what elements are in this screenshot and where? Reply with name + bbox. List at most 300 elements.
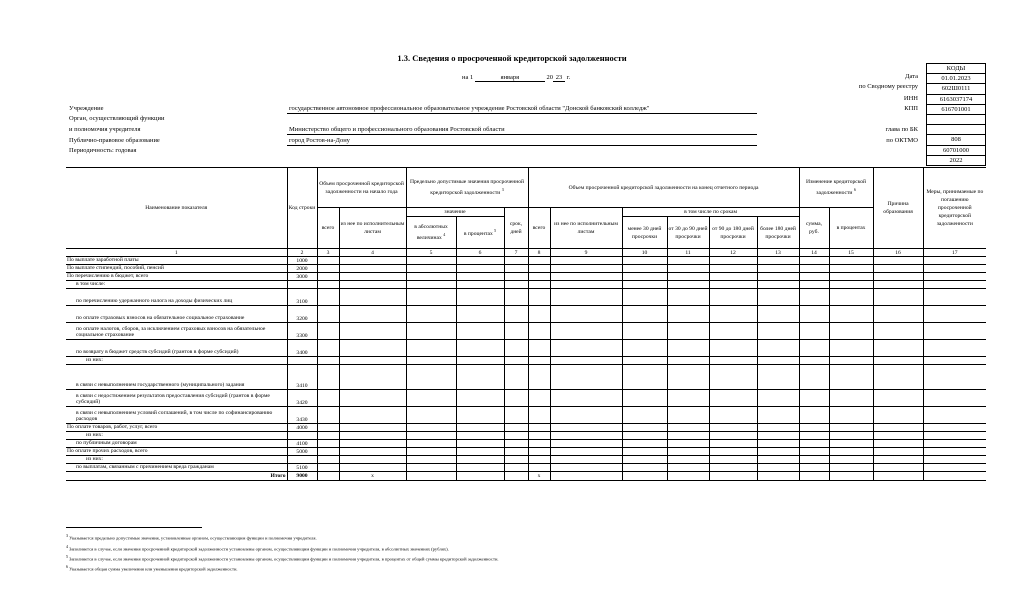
data-cell[interactable] — [873, 273, 923, 281]
data-cell[interactable] — [406, 448, 456, 456]
data-cell[interactable] — [528, 289, 550, 306]
data-cell[interactable] — [317, 456, 339, 464]
data-cell[interactable] — [550, 265, 622, 273]
data-cell[interactable] — [456, 448, 504, 456]
data-cell[interactable] — [550, 306, 622, 323]
data-cell[interactable] — [667, 265, 709, 273]
data-cell[interactable] — [873, 365, 923, 390]
data-cell[interactable] — [757, 390, 799, 407]
data-cell[interactable] — [873, 306, 923, 323]
data-cell[interactable] — [709, 456, 757, 464]
data-cell[interactable] — [339, 289, 406, 306]
data-cell[interactable] — [829, 448, 873, 456]
data-cell[interactable] — [622, 306, 667, 323]
data-cell[interactable] — [709, 390, 757, 407]
data-cell[interactable] — [757, 357, 799, 365]
data-cell[interactable] — [709, 265, 757, 273]
data-cell[interactable] — [317, 448, 339, 456]
data-cell[interactable] — [923, 448, 986, 456]
data-cell[interactable] — [667, 456, 709, 464]
data-cell[interactable] — [829, 432, 873, 440]
data-cell[interactable] — [829, 440, 873, 448]
data-cell[interactable] — [757, 281, 799, 289]
data-cell[interactable] — [622, 407, 667, 424]
data-cell[interactable] — [550, 424, 622, 432]
data-cell[interactable] — [622, 273, 667, 281]
data-cell[interactable] — [923, 424, 986, 432]
data-cell[interactable] — [757, 440, 799, 448]
data-cell[interactable] — [709, 323, 757, 340]
data-cell[interactable] — [829, 390, 873, 407]
total-cell[interactable]: x — [339, 472, 406, 481]
data-cell[interactable] — [873, 289, 923, 306]
data-cell[interactable] — [709, 289, 757, 306]
data-cell[interactable] — [799, 257, 829, 265]
data-cell[interactable] — [829, 365, 873, 390]
data-cell[interactable] — [317, 357, 339, 365]
data-cell[interactable] — [757, 323, 799, 340]
data-cell[interactable] — [406, 323, 456, 340]
total-cell[interactable] — [799, 472, 829, 481]
data-cell[interactable] — [456, 257, 504, 265]
data-cell[interactable] — [528, 456, 550, 464]
data-cell[interactable] — [339, 257, 406, 265]
data-cell[interactable] — [456, 365, 504, 390]
total-cell[interactable] — [622, 472, 667, 481]
data-cell[interactable] — [709, 365, 757, 390]
data-cell[interactable] — [528, 273, 550, 281]
data-cell[interactable] — [406, 273, 456, 281]
data-cell[interactable] — [339, 448, 406, 456]
data-cell[interactable] — [406, 464, 456, 472]
data-cell[interactable] — [622, 323, 667, 340]
data-cell[interactable] — [667, 464, 709, 472]
data-cell[interactable] — [504, 257, 528, 265]
data-cell[interactable] — [757, 340, 799, 357]
data-cell[interactable] — [757, 424, 799, 432]
data-cell[interactable] — [829, 257, 873, 265]
data-cell[interactable] — [923, 289, 986, 306]
data-cell[interactable] — [709, 448, 757, 456]
data-cell[interactable] — [317, 340, 339, 357]
data-cell[interactable] — [757, 289, 799, 306]
data-cell[interactable] — [799, 289, 829, 306]
data-cell[interactable] — [504, 289, 528, 306]
data-cell[interactable] — [622, 281, 667, 289]
data-cell[interactable] — [757, 456, 799, 464]
data-cell[interactable] — [667, 424, 709, 432]
data-cell[interactable] — [757, 448, 799, 456]
total-cell[interactable] — [667, 472, 709, 481]
total-row — [66, 472, 986, 481]
data-cell[interactable] — [757, 407, 799, 424]
data-cell[interactable] — [317, 464, 339, 472]
data-cell[interactable] — [709, 257, 757, 265]
data-cell[interactable] — [873, 257, 923, 265]
data-cell[interactable] — [709, 432, 757, 440]
data-cell[interactable] — [923, 432, 986, 440]
data-cell[interactable] — [339, 306, 406, 323]
data-cell[interactable] — [528, 257, 550, 265]
total-cell[interactable] — [757, 472, 799, 481]
data-cell[interactable] — [406, 306, 456, 323]
data-cell[interactable] — [504, 323, 528, 340]
data-cell[interactable] — [317, 257, 339, 265]
total-cell[interactable] — [829, 472, 873, 481]
data-cell[interactable] — [873, 440, 923, 448]
data-cell[interactable] — [709, 407, 757, 424]
data-cell[interactable] — [799, 323, 829, 340]
data-cell[interactable] — [528, 448, 550, 456]
data-cell[interactable] — [550, 440, 622, 448]
data-cell[interactable] — [339, 440, 406, 448]
data-cell[interactable] — [406, 407, 456, 424]
data-cell[interactable] — [550, 289, 622, 306]
data-cell[interactable] — [406, 257, 456, 265]
data-cell[interactable] — [317, 323, 339, 340]
data-cell[interactable] — [873, 464, 923, 472]
data-cell[interactable] — [622, 456, 667, 464]
data-cell[interactable] — [504, 281, 528, 289]
data-cell[interactable] — [456, 357, 504, 365]
data-cell[interactable] — [709, 281, 757, 289]
data-cell[interactable] — [504, 306, 528, 323]
data-cell[interactable] — [339, 365, 406, 390]
data-cell[interactable] — [829, 273, 873, 281]
data-cell[interactable] — [799, 390, 829, 407]
data-cell[interactable] — [550, 365, 622, 390]
data-cell[interactable] — [923, 273, 986, 281]
data-cell[interactable] — [504, 265, 528, 273]
data-cell[interactable] — [873, 448, 923, 456]
data-cell[interactable] — [829, 265, 873, 273]
data-cell[interactable] — [799, 365, 829, 390]
data-cell[interactable] — [528, 281, 550, 289]
total-cell[interactable] — [550, 472, 622, 481]
data-cell[interactable] — [622, 257, 667, 265]
data-cell[interactable] — [550, 357, 622, 365]
data-cell[interactable] — [667, 440, 709, 448]
data-cell[interactable] — [799, 306, 829, 323]
data-cell[interactable] — [550, 448, 622, 456]
data-cell[interactable] — [528, 440, 550, 448]
data-cell[interactable] — [799, 265, 829, 273]
data-cell[interactable] — [550, 432, 622, 440]
data-cell[interactable] — [406, 440, 456, 448]
data-cell[interactable] — [923, 265, 986, 273]
data-cell[interactable] — [528, 357, 550, 365]
data-cell[interactable] — [923, 464, 986, 472]
data-cell[interactable] — [829, 340, 873, 357]
total-cell[interactable] — [873, 472, 923, 481]
data-cell[interactable] — [667, 365, 709, 390]
data-cell[interactable] — [829, 456, 873, 464]
data-cell[interactable] — [504, 365, 528, 390]
data-cell[interactable] — [406, 281, 456, 289]
total-cell[interactable]: x — [528, 472, 550, 481]
data-cell[interactable] — [406, 424, 456, 432]
data-cell[interactable] — [406, 265, 456, 273]
data-cell[interactable] — [504, 340, 528, 357]
data-cell[interactable] — [339, 323, 406, 340]
data-cell[interactable] — [456, 265, 504, 273]
data-cell[interactable] — [667, 273, 709, 281]
data-cell[interactable] — [799, 440, 829, 448]
data-cell[interactable] — [829, 306, 873, 323]
data-cell[interactable] — [799, 273, 829, 281]
data-cell[interactable] — [757, 432, 799, 440]
data-cell[interactable] — [709, 357, 757, 365]
data-cell[interactable] — [667, 289, 709, 306]
data-cell[interactable] — [456, 464, 504, 472]
data-cell[interactable] — [709, 464, 757, 472]
data-cell[interactable] — [504, 456, 528, 464]
data-cell[interactable] — [923, 456, 986, 464]
data-cell[interactable] — [550, 390, 622, 407]
data-cell[interactable] — [504, 424, 528, 432]
data-cell[interactable] — [528, 432, 550, 440]
data-cell[interactable] — [406, 357, 456, 365]
data-cell[interactable] — [317, 273, 339, 281]
data-cell[interactable] — [504, 440, 528, 448]
data-cell[interactable] — [667, 432, 709, 440]
data-cell[interactable] — [317, 306, 339, 323]
data-cell[interactable] — [317, 390, 339, 407]
data-cell[interactable] — [550, 323, 622, 340]
data-cell[interactable] — [923, 407, 986, 424]
data-cell[interactable] — [456, 456, 504, 464]
data-cell[interactable] — [528, 306, 550, 323]
data-cell[interactable] — [456, 440, 504, 448]
data-cell[interactable] — [923, 357, 986, 365]
data-cell[interactable] — [504, 407, 528, 424]
data-cell[interactable] — [923, 365, 986, 390]
data-cell[interactable] — [667, 281, 709, 289]
data-cell[interactable] — [709, 306, 757, 323]
data-cell[interactable] — [528, 407, 550, 424]
data-cell[interactable] — [799, 456, 829, 464]
data-cell[interactable] — [317, 440, 339, 448]
data-cell[interactable] — [923, 340, 986, 357]
data-cell[interactable] — [667, 448, 709, 456]
data-cell[interactable] — [406, 456, 456, 464]
data-cell[interactable] — [456, 273, 504, 281]
data-cell[interactable] — [622, 365, 667, 390]
data-cell[interactable] — [829, 407, 873, 424]
data-cell[interactable] — [504, 432, 528, 440]
data-cell[interactable] — [709, 273, 757, 281]
data-cell[interactable] — [622, 390, 667, 407]
data-cell[interactable] — [622, 432, 667, 440]
data-cell[interactable] — [622, 424, 667, 432]
data-cell[interactable] — [873, 407, 923, 424]
data-cell[interactable] — [757, 265, 799, 273]
data-cell[interactable] — [317, 265, 339, 273]
data-cell[interactable] — [504, 448, 528, 456]
total-cell[interactable] — [709, 472, 757, 481]
data-cell[interactable] — [622, 340, 667, 357]
data-cell[interactable] — [799, 281, 829, 289]
header-t3: от 90 до 180 дней просрочки — [709, 217, 757, 249]
data-cell[interactable] — [799, 448, 829, 456]
data-cell[interactable] — [456, 323, 504, 340]
data-cell[interactable] — [504, 464, 528, 472]
data-cell[interactable] — [829, 323, 873, 340]
data-cell[interactable] — [757, 365, 799, 390]
label-oktmo: по ОКТМО — [886, 137, 918, 144]
data-cell[interactable] — [667, 357, 709, 365]
data-cell[interactable] — [923, 281, 986, 289]
data-cell[interactable] — [528, 323, 550, 340]
data-cell[interactable] — [757, 273, 799, 281]
data-cell[interactable] — [667, 390, 709, 407]
row-name: в связи с невыполнением условий соглашений, в том числе по софинансированию расходов — [66, 407, 287, 424]
data-cell[interactable] — [339, 273, 406, 281]
data-cell[interactable] — [456, 432, 504, 440]
data-cell[interactable] — [406, 390, 456, 407]
data-cell[interactable] — [923, 323, 986, 340]
data-cell[interactable] — [622, 464, 667, 472]
data-cell[interactable] — [550, 464, 622, 472]
data-cell[interactable] — [709, 424, 757, 432]
data-cell[interactable] — [317, 281, 339, 289]
data-cell[interactable] — [622, 448, 667, 456]
data-cell[interactable] — [829, 289, 873, 306]
table-row — [66, 340, 986, 357]
total-cell[interactable] — [504, 472, 528, 481]
data-cell[interactable] — [709, 440, 757, 448]
footnote-text: Указывается общая сумма увеличения или уменьшения кредиторской задолженности. — [69, 566, 238, 572]
data-cell[interactable] — [923, 306, 986, 323]
data-cell[interactable] — [873, 265, 923, 273]
row-name: по публичным договорам — [66, 440, 287, 448]
data-cell[interactable] — [622, 265, 667, 273]
footnote-separator — [66, 527, 202, 528]
data-cell[interactable] — [339, 265, 406, 273]
data-cell[interactable] — [757, 306, 799, 323]
data-cell[interactable] — [667, 257, 709, 265]
data-cell[interactable] — [550, 281, 622, 289]
footnote-text: Указывается предельно допустимые значения, установленные органом, осуществляющим функции и полномочия учредителя. — [69, 535, 317, 541]
data-cell[interactable] — [456, 340, 504, 357]
data-cell[interactable] — [622, 289, 667, 306]
data-cell[interactable] — [873, 424, 923, 432]
data-cell[interactable] — [528, 265, 550, 273]
data-cell[interactable] — [923, 440, 986, 448]
column-number: 17 — [923, 249, 986, 257]
data-cell[interactable] — [528, 390, 550, 407]
data-cell[interactable] — [528, 424, 550, 432]
data-cell[interactable] — [873, 357, 923, 365]
data-cell[interactable] — [504, 273, 528, 281]
data-cell[interactable] — [406, 289, 456, 306]
total-cell[interactable] — [923, 472, 986, 481]
data-cell[interactable] — [873, 432, 923, 440]
data-cell[interactable] — [317, 407, 339, 424]
data-cell[interactable] — [829, 357, 873, 365]
data-cell[interactable] — [873, 456, 923, 464]
data-cell[interactable] — [339, 357, 406, 365]
data-cell[interactable] — [829, 281, 873, 289]
data-cell[interactable] — [873, 340, 923, 357]
data-cell[interactable] — [799, 432, 829, 440]
data-cell[interactable] — [406, 365, 456, 390]
data-cell[interactable] — [550, 407, 622, 424]
data-cell[interactable] — [622, 440, 667, 448]
data-cell[interactable] — [339, 456, 406, 464]
data-cell[interactable] — [709, 340, 757, 357]
data-cell[interactable] — [799, 357, 829, 365]
data-cell[interactable] — [550, 456, 622, 464]
data-cell[interactable] — [339, 281, 406, 289]
data-cell[interactable] — [339, 464, 406, 472]
data-cell[interactable] — [667, 323, 709, 340]
data-cell[interactable] — [504, 357, 528, 365]
data-cell[interactable] — [550, 257, 622, 265]
data-cell[interactable] — [456, 281, 504, 289]
data-cell[interactable] — [339, 432, 406, 440]
data-cell[interactable] — [339, 424, 406, 432]
data-cell[interactable] — [757, 464, 799, 472]
data-cell[interactable] — [528, 365, 550, 390]
data-cell[interactable] — [550, 340, 622, 357]
data-cell[interactable] — [757, 257, 799, 265]
data-cell[interactable] — [799, 464, 829, 472]
data-cell[interactable] — [667, 407, 709, 424]
data-cell[interactable] — [799, 407, 829, 424]
data-cell[interactable] — [456, 306, 504, 323]
code-empty-1 — [926, 115, 986, 125]
data-cell[interactable] — [829, 424, 873, 432]
data-cell[interactable] — [339, 390, 406, 407]
data-cell[interactable] — [799, 340, 829, 357]
data-cell[interactable] — [339, 340, 406, 357]
table-row — [66, 464, 986, 472]
table-row — [66, 424, 986, 432]
data-cell[interactable] — [406, 432, 456, 440]
data-cell[interactable] — [528, 340, 550, 357]
data-cell[interactable] — [528, 464, 550, 472]
data-cell[interactable] — [550, 273, 622, 281]
data-cell[interactable] — [667, 340, 709, 357]
table-row — [66, 365, 986, 390]
data-cell[interactable] — [406, 340, 456, 357]
data-cell[interactable] — [923, 257, 986, 265]
data-cell[interactable] — [923, 390, 986, 407]
total-cell[interactable] — [456, 472, 504, 481]
total-cell[interactable] — [406, 472, 456, 481]
data-cell[interactable] — [873, 323, 923, 340]
data-cell[interactable] — [339, 407, 406, 424]
data-cell[interactable] — [829, 464, 873, 472]
data-cell[interactable] — [873, 281, 923, 289]
header-pct2: в процентах — [829, 208, 873, 249]
data-cell[interactable] — [667, 306, 709, 323]
data-cell[interactable] — [317, 365, 339, 390]
data-cell[interactable] — [456, 424, 504, 432]
data-cell[interactable] — [456, 407, 504, 424]
total-cell[interactable] — [317, 472, 339, 481]
data-cell[interactable] — [317, 424, 339, 432]
data-cell[interactable] — [317, 289, 339, 306]
data-cell[interactable] — [504, 390, 528, 407]
data-cell[interactable] — [873, 390, 923, 407]
data-cell[interactable] — [317, 432, 339, 440]
data-cell[interactable] — [799, 424, 829, 432]
data-cell[interactable] — [456, 390, 504, 407]
data-cell[interactable] — [622, 357, 667, 365]
data-cell[interactable] — [456, 289, 504, 306]
